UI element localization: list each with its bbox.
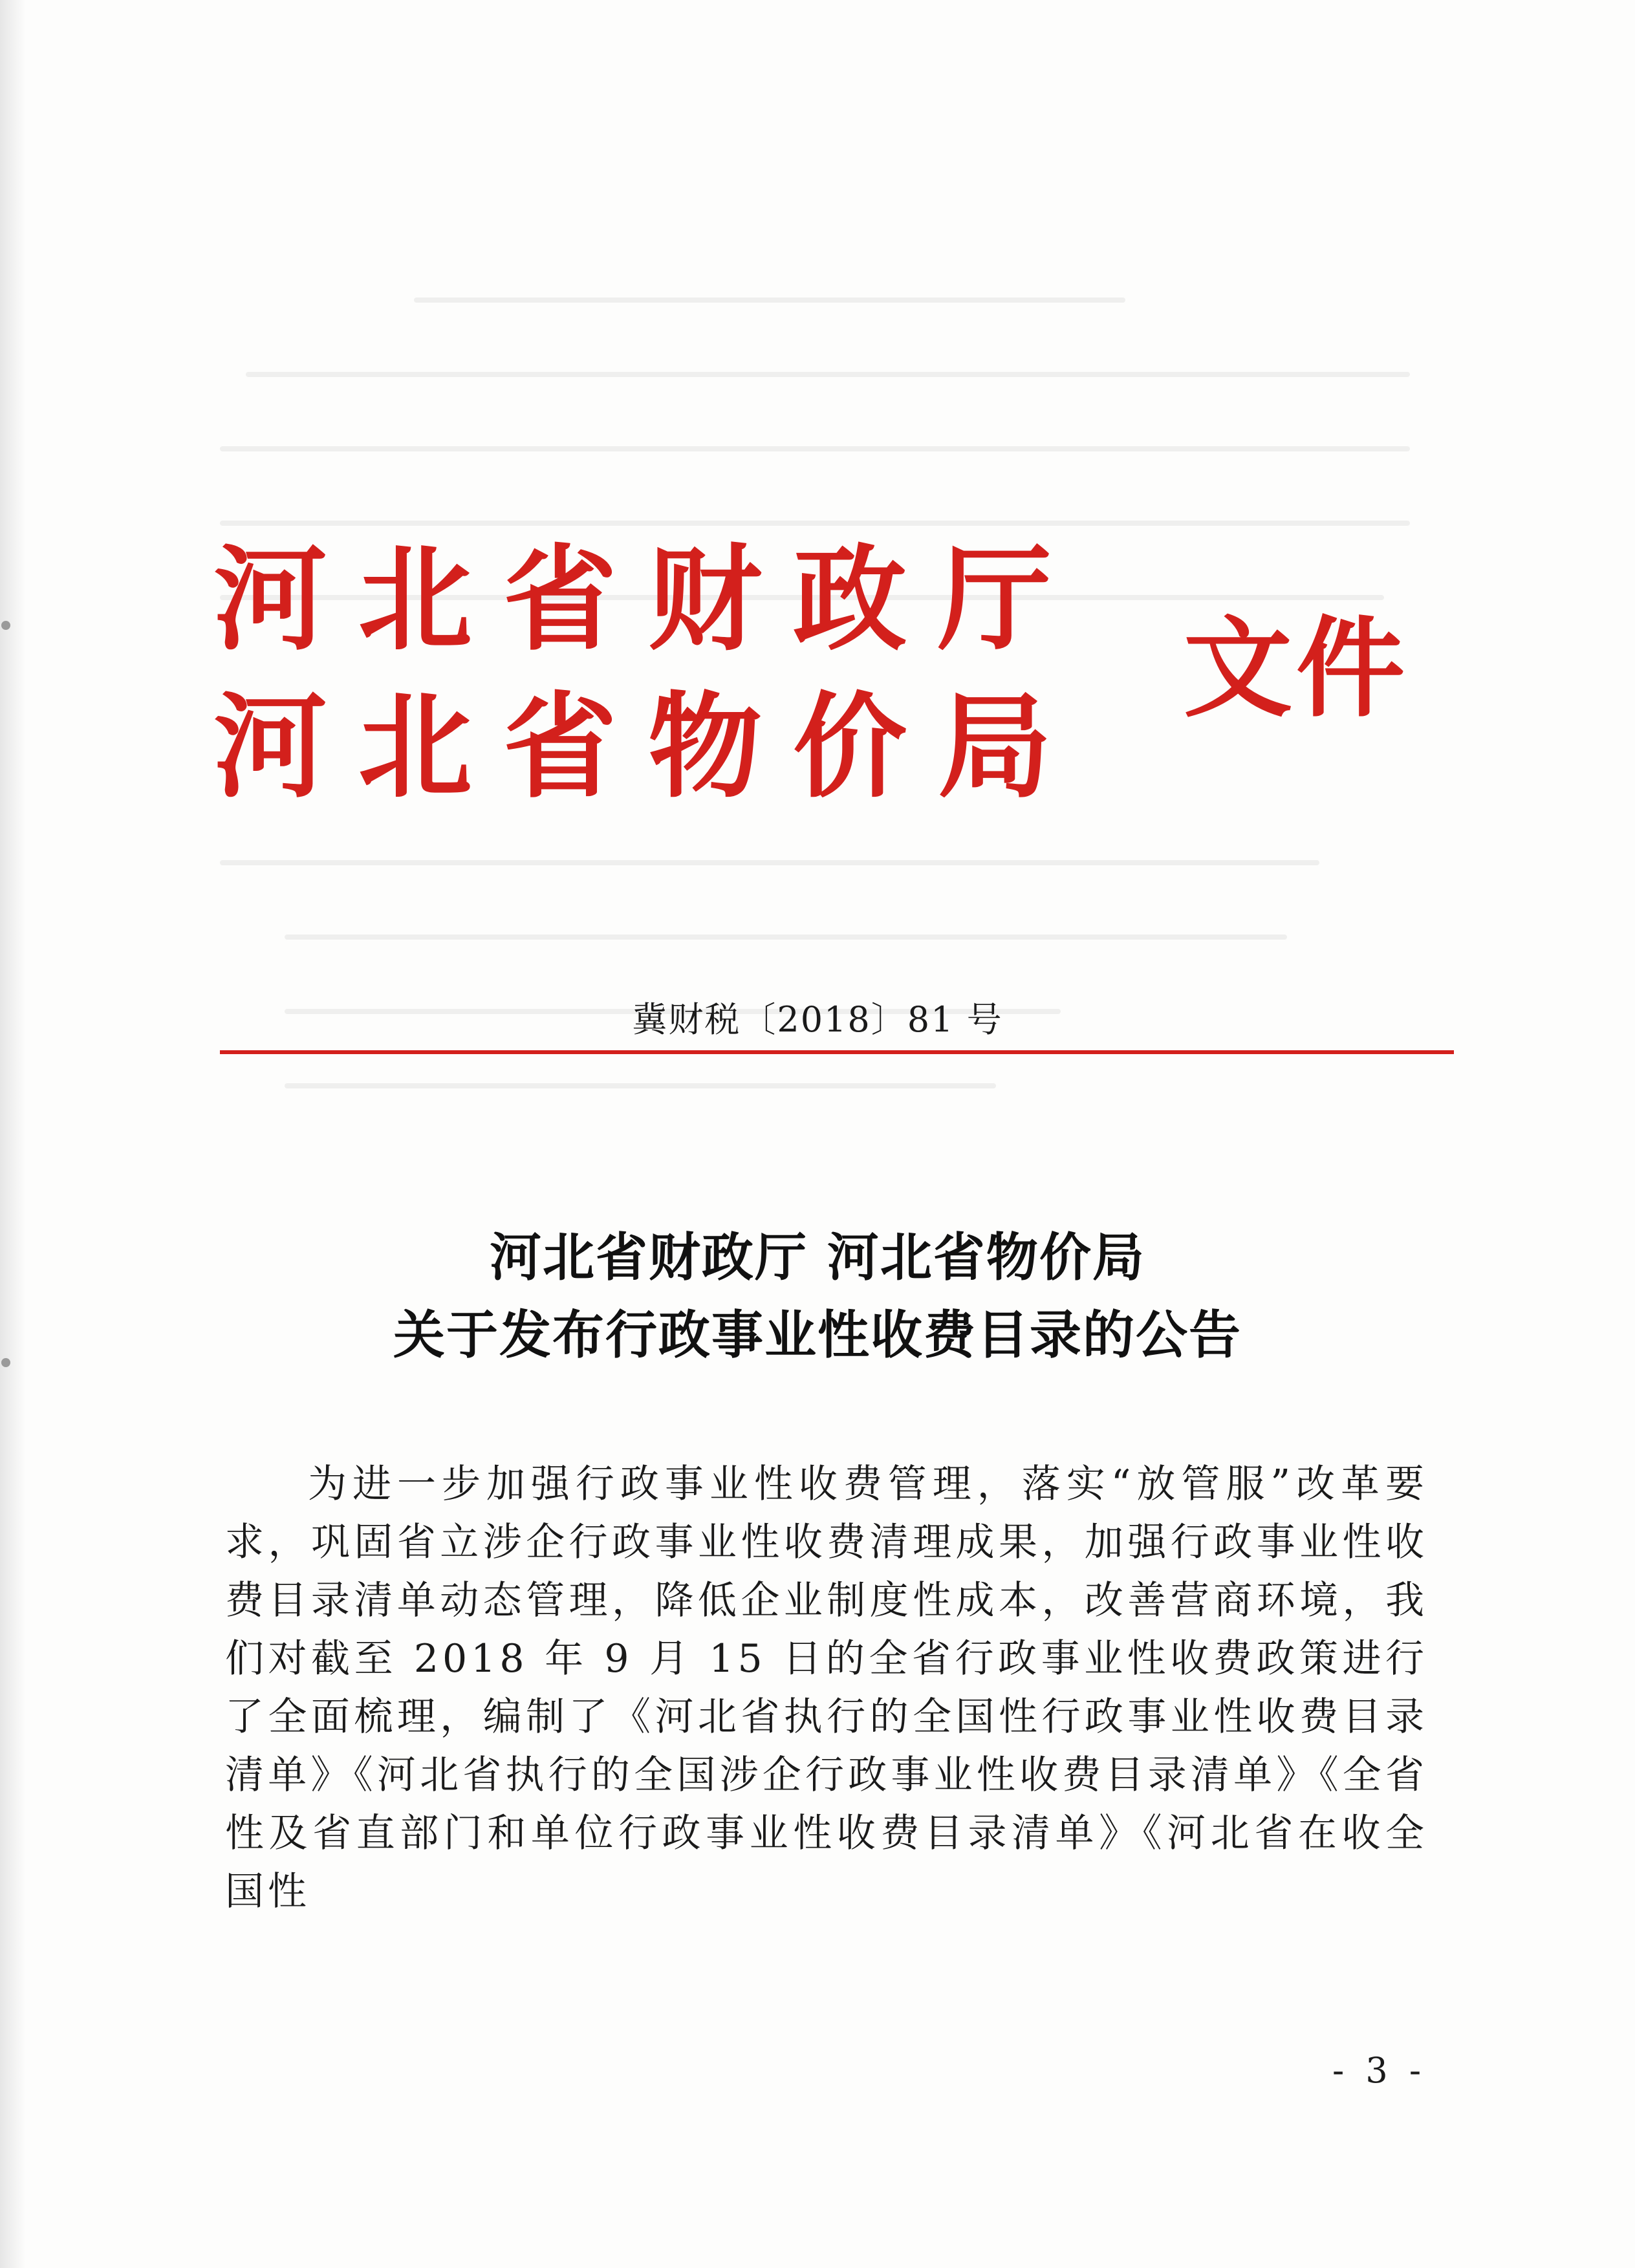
body-paragraph: 为进一步加强行政事业性收费管理，落实“放管服”改革要求，巩固省立涉企行政事业性收费清理成果，加强行政事业性收费目录清单动态管理，降低企业制度性成本，改善营商环境，我们对截至 2018 年 9 月 15 日的全省行政事业性收费政策进行了全面梳理，编制了《河北省执行的全国性行政事业性收费目录清单》《河北省执行的全国涉企行政事业性收费目录清单》《全省性及省直部门和单位行政事业性收费目录清单》《河北省在收全国性: [225, 1462, 1428, 1914]
header-document-suffix: 文件: [1184, 605, 1409, 732]
announcement-title-line1: 河北省财政厅 河北省物价局: [490, 1227, 1145, 1288]
red-divider-line: [220, 1050, 1454, 1054]
document-number: 冀财税〔2018〕81 号: [632, 999, 1003, 1040]
issuing-authority-header: [213, 534, 1442, 815]
binding-hole-mark: [1, 621, 10, 630]
header-authority-finance: 河北省财政厅: [213, 534, 1083, 666]
page-number: - 3 -: [1332, 2050, 1427, 2091]
announcement-title-line2: 关于发布行政事业性收费目录的公告: [393, 1305, 1242, 1365]
header-authority-price-bureau: 河北省物价局: [213, 681, 1083, 814]
scan-binding-edge: [0, 0, 26, 2268]
